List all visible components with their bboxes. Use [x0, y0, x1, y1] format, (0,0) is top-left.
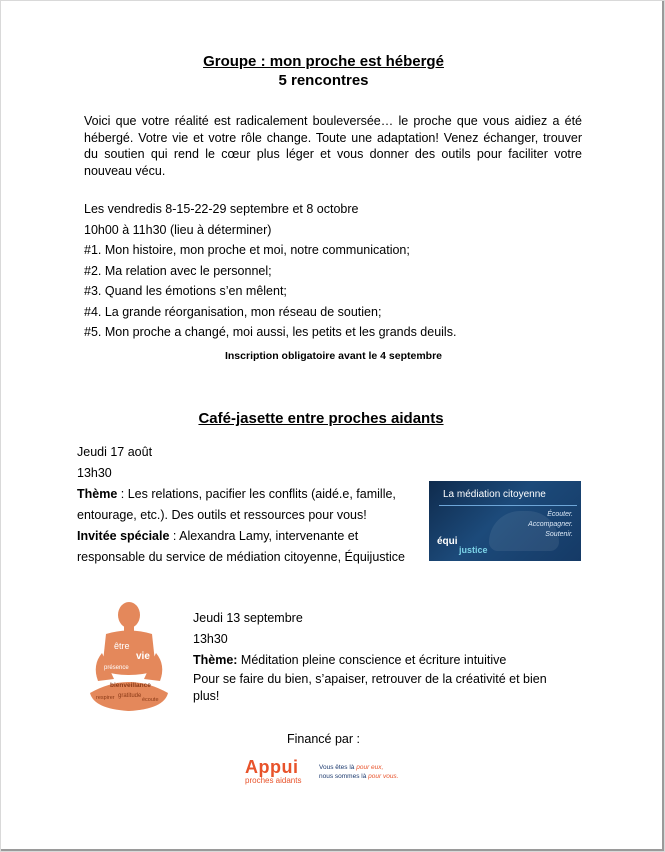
- document-page: [1, 1, 664, 851]
- mediation-tagline: Accompagner.: [528, 521, 573, 528]
- section1-intro: Voici que votre réalité est radicalement bouleversée… le proche que vous aidiez a été hébergé. Votre vie et votre rôle change. Toute une adaptation! Venez échanger, trouver du soutien qui rend le cœur plus léger et vous donner des outils pour faciliter votre nouveau vécu.: [84, 114, 582, 178]
- event1-time: 13h30: [77, 466, 112, 480]
- wordcloud-word: vie: [136, 651, 150, 662]
- event1-date: Jeudi 17 août: [77, 445, 153, 459]
- event2-theme-text: Méditation pleine conscience et écriture intuitive: [237, 653, 507, 667]
- event1-theme-label: Thème: [77, 487, 118, 501]
- tagline-emphasis: pour eux,: [356, 764, 384, 771]
- wordcloud-word: être: [114, 641, 130, 651]
- section1-title: [1, 53, 646, 89]
- divider: [439, 505, 577, 506]
- meeting-item: #1. Mon histoire, mon proche et moi, notre communication;: [84, 243, 410, 257]
- event2-theme: [193, 650, 506, 671]
- appui-logo: [245, 757, 301, 785]
- wordcloud-word: présence: [104, 665, 129, 671]
- section2-title-text: Café-jasette entre proches aidants: [198, 410, 444, 427]
- event1-details: [77, 484, 417, 568]
- mediation-tagline: Écouter.: [547, 511, 573, 518]
- wordcloud-word: bienveillance: [110, 682, 151, 689]
- event2-time: 13h30: [193, 632, 228, 646]
- event1-guest-text: : Alexandra Lamy, intervenante et responsable du service de médiation citoyenne, Équijustice: [77, 529, 405, 564]
- section2-title: [1, 410, 641, 427]
- registration-note: Inscription obligatoire avant le 4 septembre: [224, 350, 443, 362]
- wordcloud-word: écoute: [142, 697, 159, 703]
- event2-date: Jeudi 13 septembre: [193, 611, 303, 625]
- appui-tagline: [319, 763, 399, 781]
- appui-logo-name: Appui: [245, 757, 299, 777]
- mediation-image-title: La médiation citoyenne: [443, 489, 546, 500]
- wordcloud-word: gratitude: [118, 693, 142, 699]
- event1-guest: [77, 526, 417, 568]
- event2-description: Pour se faire du bien, s’apaiser, retrouver de la créativité et bien plus!: [193, 672, 547, 703]
- mediation-citoyenne-image: [429, 481, 581, 561]
- event2-theme-label: Thème:: [193, 653, 238, 667]
- meeting-item: #4. La grande réorganisation, mon réseau de soutien;: [84, 304, 382, 319]
- tagline-text: Vous êtes là: [319, 764, 357, 771]
- meeting-item: #2. Ma relation avec le personnel;: [84, 263, 272, 278]
- section1-title-line1: Groupe : mon proche est hébergé: [203, 53, 444, 70]
- mediation-tagline: Soutenir.: [545, 531, 573, 538]
- wordcloud-word: respirer: [96, 695, 115, 701]
- section1-schedule: [84, 199, 456, 343]
- equijustice-logo-part1: équi: [437, 536, 458, 547]
- funding-label: Financé par :: [287, 732, 360, 746]
- section1-title-line2: 5 rencontres: [278, 72, 369, 89]
- meeting-item: #5. Mon proche a changé, moi aussi, les petits et les grands deuils.: [84, 325, 457, 339]
- equijustice-logo-part2: justice: [459, 545, 488, 555]
- meditation-wordcloud-image: [84, 601, 174, 713]
- event1-theme: [77, 484, 417, 526]
- event1-guest-label: Invitée spéciale: [77, 529, 170, 543]
- event1-theme-text: : Les relations, pacifier les conflits (aidé.e, famille, entourage, etc.). Des outils et ressources pour vous!: [77, 487, 396, 522]
- tagline-emphasis: pour vous.: [368, 773, 399, 780]
- section1-dates: Les vendredis 8-15-22-29 septembre et 8 octobre: [84, 202, 359, 216]
- appui-logo-sub: proches aidants: [245, 776, 302, 785]
- meeting-item: #3. Quand les émotions s’en mêlent;: [84, 284, 287, 298]
- section1-time: 10h00 à 11h30 (lieu à déterminer): [84, 222, 272, 237]
- tagline-text: nous sommes là: [319, 773, 369, 780]
